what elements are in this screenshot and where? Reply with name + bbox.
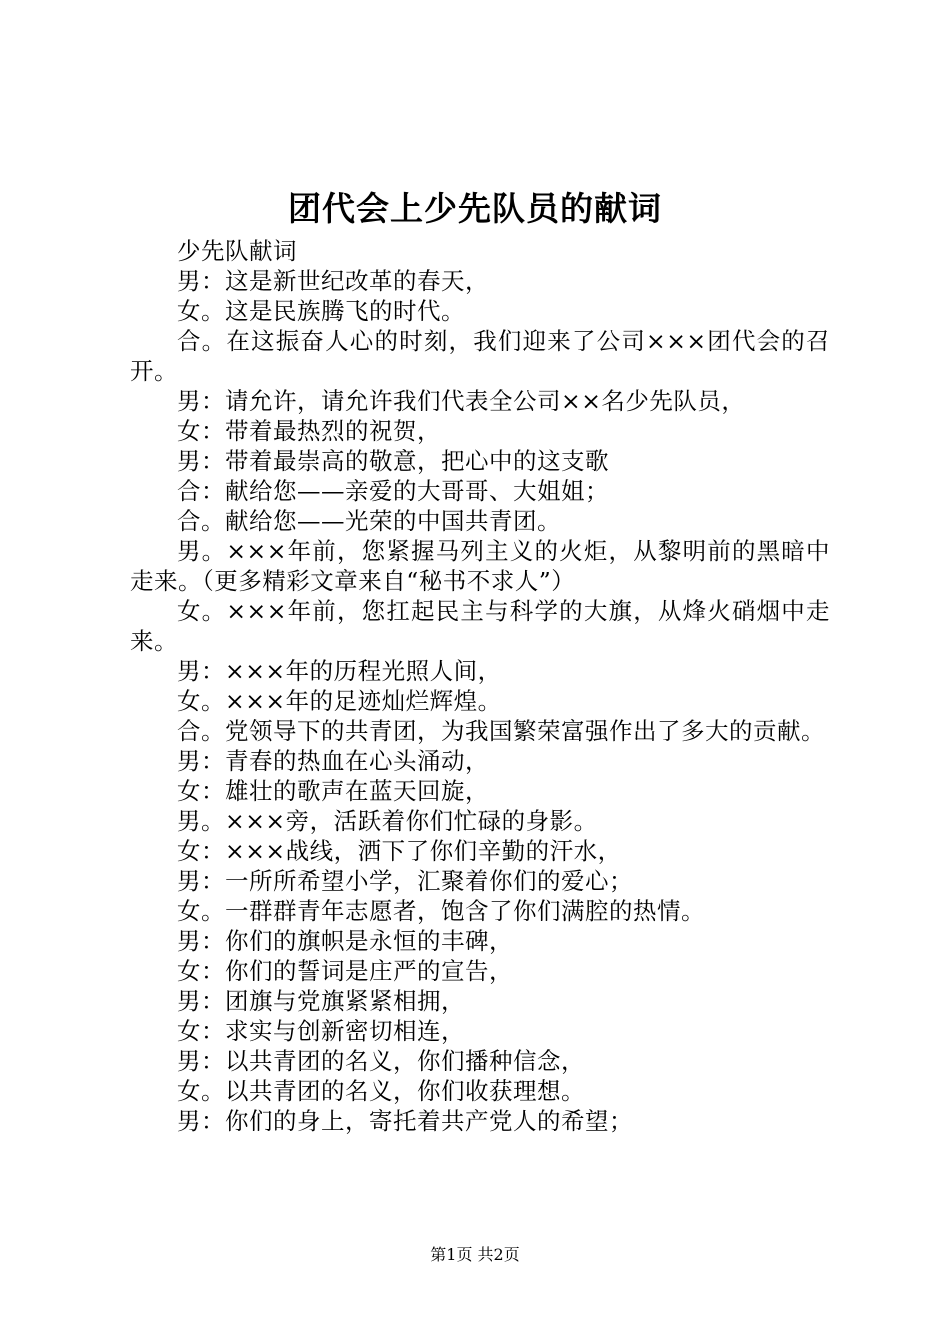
paragraph: 女。一群群青年志愿者，饱含了你们满腔的热情。 xyxy=(177,897,705,925)
paragraph: 男。×××旁，活跃着你们忙碌的身影。 xyxy=(177,807,598,835)
document-body xyxy=(130,236,830,1136)
paragraph: 男：团旗与党旗紧紧相拥， xyxy=(177,987,465,1015)
paragraph: 女。×××年的足迹灿烂辉煌。 xyxy=(177,687,502,715)
paragraph: 男：以共青团的名义，你们播种信念， xyxy=(177,1047,585,1075)
paragraph: 女：求实与创新密切相连， xyxy=(177,1017,465,1045)
paragraph: 男：带着最崇高的敬意，把心中的这支歌 xyxy=(177,447,609,475)
paragraph: 女：×××战线，洒下了你们辛勤的汗水， xyxy=(177,837,622,865)
paragraph: 男：你们的旗帜是永恒的丰碑， xyxy=(177,927,513,955)
paragraph: 女：你们的誓词是庄严的宣告， xyxy=(177,957,513,985)
paragraph: 男：这是新世纪改革的春天， xyxy=(177,267,489,295)
document-title: 团代会上少先队员的献词 xyxy=(288,189,662,228)
page-footer: 第1页 共2页 xyxy=(430,1245,520,1264)
paragraph: 女：带着最热烈的祝贺， xyxy=(177,417,441,445)
paragraph: 男：青春的热血在心头涌动， xyxy=(177,747,489,775)
paragraph: 女。以共青团的名义，你们收获理想。 xyxy=(177,1077,585,1105)
paragraph: 女。×××年前，您扛起民主与科学的大旗，从烽火硝烟中走来。 xyxy=(130,597,830,655)
paragraph: 少先队献词 xyxy=(177,237,297,265)
paragraph: 男：请允许，请允许我们代表全公司××名少先队员， xyxy=(177,387,746,415)
paragraph: 男：你们的身上，寄托着共产党人的希望； xyxy=(177,1107,633,1135)
paragraph: 男：×××年的历程光照人间， xyxy=(177,657,502,685)
paragraph: 男。×××年前，您紧握马列主义的火炬，从黎明前的黑暗中走来。（更多精彩文章来自“秘书不求人”） xyxy=(130,537,830,595)
paragraph: 合。党领导下的共青团，为我国繁荣富强作出了多大的贡献。 xyxy=(177,717,825,745)
paragraph: 合。献给您——光荣的中国共青团。 xyxy=(177,507,561,535)
paragraph: 合：献给您——亲爱的大哥哥、大姐姐； xyxy=(177,477,609,505)
paragraph: 合。在这振奋人心的时刻，我们迎来了公司×××团代会的召开。 xyxy=(130,327,830,385)
paragraph: 男：一所所希望小学，汇聚着你们的爱心； xyxy=(177,867,633,895)
paragraph: 女。这是民族腾飞的时代。 xyxy=(177,297,465,325)
paragraph: 女：雄壮的歌声在蓝天回旋， xyxy=(177,777,489,805)
